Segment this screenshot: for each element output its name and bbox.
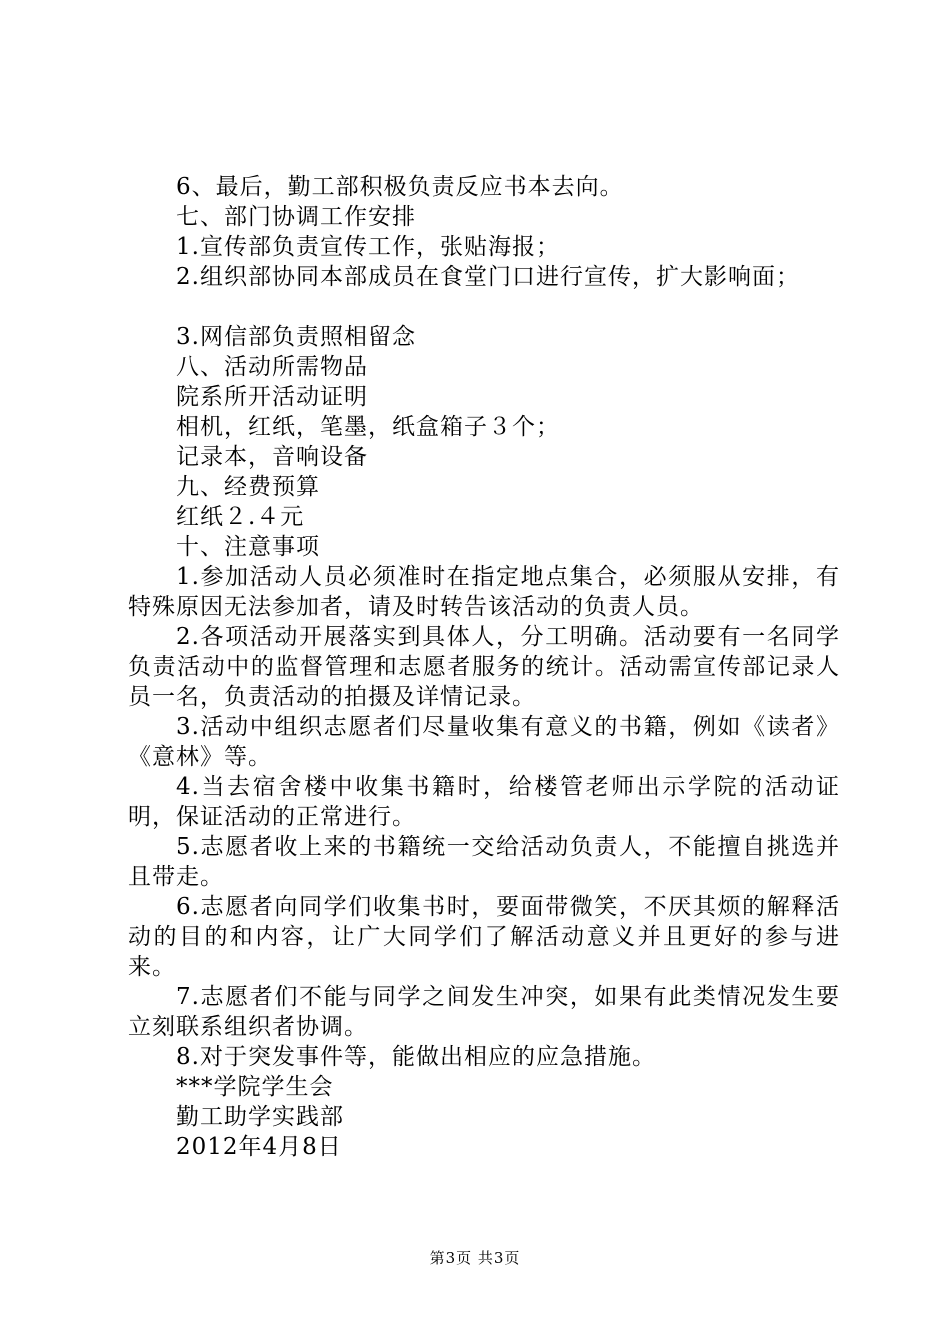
signature-organization: ***学院学生会 (176, 1074, 334, 1100)
section-heading: 九、经费预算 (176, 474, 320, 500)
note-paragraph: 1.参加活动人员必须准时在指定地点集合，必须服从安排，有特殊原因无法参加者，请及时转告该活动的负责人员。 (128, 564, 840, 620)
text-line: 3.网信部负责照相留念 (176, 324, 416, 350)
text-line: 相机，红纸，笔墨，纸盒箱子３个； (176, 414, 560, 440)
note-paragraph: 3.活动中组织志愿者们尽量收集有意义的书籍，例如《读者》《意林》等。 (128, 714, 840, 770)
section-heading: 十、注意事项 (176, 534, 320, 560)
note-paragraph: 4.当去宿舍楼中收集书籍时，给楼管老师出示学院的活动证明，保证活动的正常进行。 (128, 774, 840, 830)
text-line: 2.组织部协同本部成员在食堂门口进行宣传，扩大影响面； (176, 264, 800, 290)
note-paragraph: 2.各项活动开展落实到具体人，分工明确。活动要有一名同学负责活动中的监督管理和志愿者服务的统计。活动需宣传部记录人员一名，负责活动的拍摄及详情记录。 (128, 624, 840, 710)
note-line: 8.对于突发事件等，能做出相应的应急措施。 (176, 1044, 656, 1070)
signature-department: 勤工助学实践部 (176, 1104, 344, 1130)
text-line: 1.宣传部负责宣传工作，张贴海报； (176, 234, 560, 260)
document-body (128, 172, 840, 1162)
section-heading: 七、部门协调工作安排 (176, 204, 416, 230)
page-footer: 第3页 共3页 (429, 1249, 521, 1267)
signature-date: 2012年4月8日 (176, 1134, 342, 1160)
text-line: 6、最后，勤工部积极负责反应书本去向。 (176, 174, 624, 200)
text-line: 记录本，音响设备 (176, 444, 368, 470)
text-line: 院系所开活动证明 (176, 384, 368, 410)
note-paragraph: 5.志愿者收上来的书籍统一交给活动负责人，不能擅自挑选并且带走。 (128, 834, 840, 890)
note-paragraph: 6.志愿者向同学们收集书时，要面带微笑，不厌其烦的解释活动的目的和内容，让广大同学们了解活动意义并且更好的参与进来。 (128, 894, 840, 980)
note-paragraph: 7.志愿者们不能与同学之间发生冲突，如果有此类情况发生要立刻联系组织者协调。 (128, 984, 840, 1040)
section-heading: 八、活动所需物品 (176, 354, 368, 380)
text-line: 红纸２.４元 (176, 504, 305, 530)
